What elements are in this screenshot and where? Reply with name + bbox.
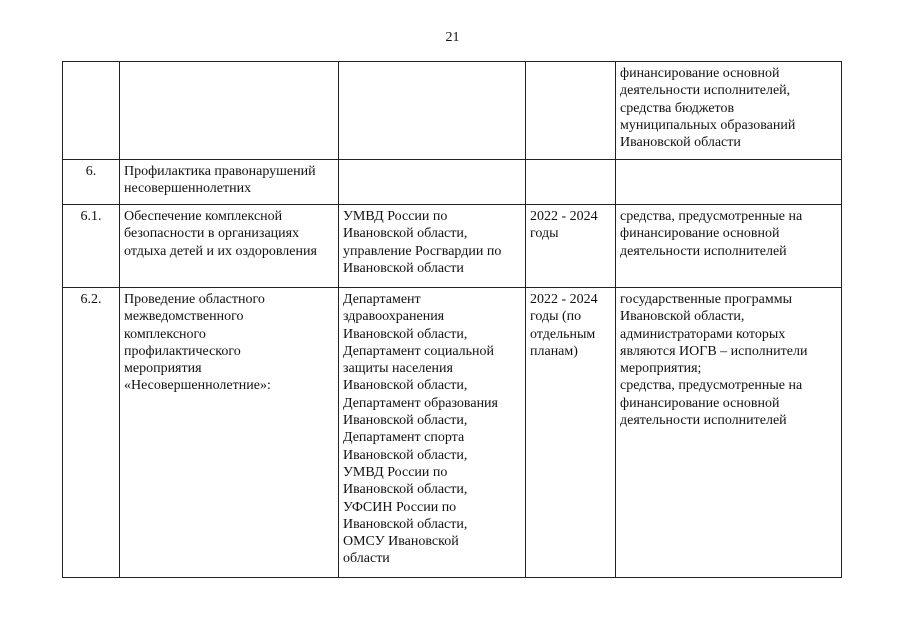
measure-name-cell: Профилактика правонарушений несовершеннолетних <box>120 160 339 205</box>
funding-cell: средства, предусмотренные на финансирование основной деятельности исполнителей <box>616 205 842 288</box>
row-number-cell <box>63 62 120 160</box>
funding-cell: финансирование основной деятельности исполнителей, средства бюджетов муниципальных образований Ивановской области <box>616 62 842 160</box>
period-cell: 2022 - 2024 годы <box>526 205 616 288</box>
funding-cell: государственные программы Ивановской области, администраторами которых являются ИОГВ – исполнители мероприятия; средства, предусмотренные на финансирование основной деятельности исполнителей <box>616 288 842 578</box>
row-number-cell: 6. <box>63 160 120 205</box>
period-cell <box>526 160 616 205</box>
table-row <box>63 205 842 288</box>
table-row <box>63 62 842 160</box>
measures-table <box>62 61 842 578</box>
row-number-cell: 6.1. <box>63 205 120 288</box>
measure-name-cell: Обеспечение комплексной безопасности в организациях отдыха детей и их оздоровления <box>120 205 339 288</box>
measure-name-cell: Проведение областного межведомственного комплексного профилактического мероприятия «Несовершеннолетние»: <box>120 288 339 578</box>
period-cell <box>526 62 616 160</box>
executors-cell: УМВД России по Ивановской области, управление Росгвардии по Ивановской области <box>339 205 526 288</box>
table-row <box>63 160 842 205</box>
executors-cell <box>339 62 526 160</box>
funding-cell <box>616 160 842 205</box>
measure-name-cell <box>120 62 339 160</box>
period-cell: 2022 - 2024 годы (по отдельным планам) <box>526 288 616 578</box>
table-row <box>63 288 842 578</box>
executors-cell <box>339 160 526 205</box>
row-number-cell: 6.2. <box>63 288 120 578</box>
executors-cell: Департамент здравоохранения Ивановской области, Департамент социальной защиты населения Ивановской области, Департамент образования Ивановской области, Департамент спорта Ивановской области, УМВД России по Ивановской области, УФСИН России по Ивановской области, ОМСУ Ивановской области <box>339 288 526 578</box>
page-number: 21 <box>445 30 460 45</box>
